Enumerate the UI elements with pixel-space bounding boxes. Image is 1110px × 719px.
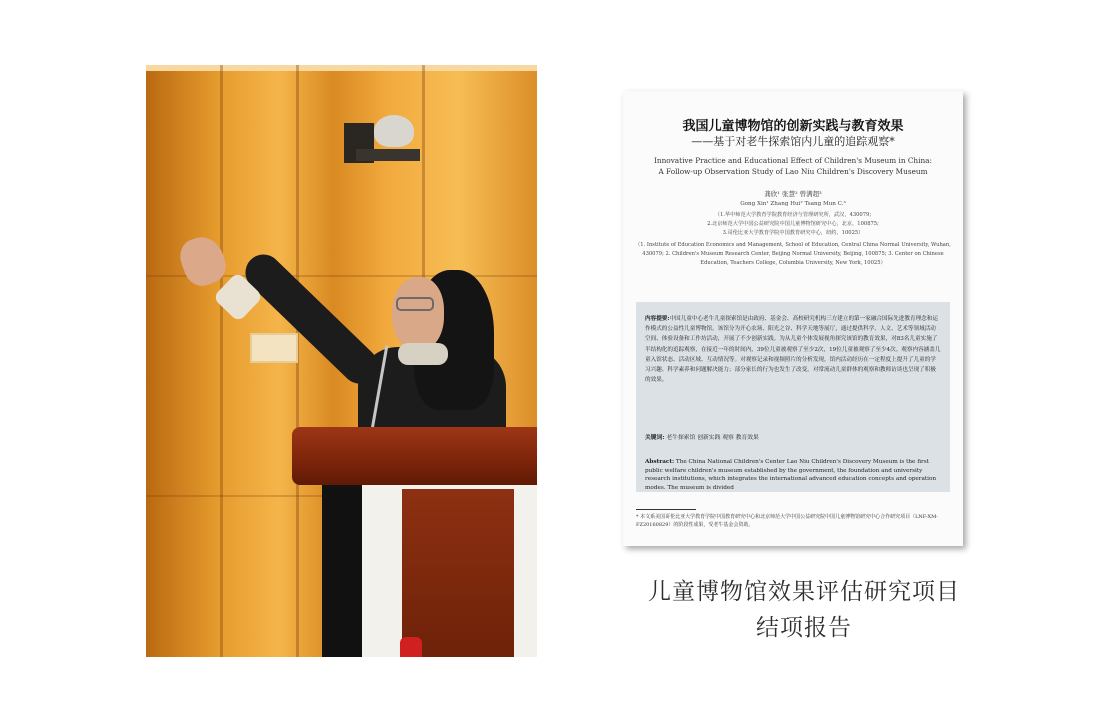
abstract-zh [645,314,941,385]
affiliation-zh-3: 3.哥伦比亚大学教育学院中国教育研究中心，纽约，10025） [722,230,864,236]
abstract-box [636,302,950,492]
presenter-glasses [396,297,434,311]
paper-title-en-line2: A Follow-up Observation Study of Lao Niu Children's Discovery Museum [658,167,928,176]
footnote-rule [636,509,696,510]
keywords-text: 老牛探索馆 创新实践 观察 教育效果 [666,435,759,441]
paper-title: 我国儿童博物馆的创新实践与教育效果 [682,119,904,134]
wall-panel-seam [220,65,223,657]
paper-subtitle: ——基于对老牛探索馆内儿童的追踪观察* [691,135,895,148]
camera [374,115,414,147]
paper-authors-en: Gong Xin¹ Zhang Hui² Tsang Mun C.³ [740,201,846,207]
wall-plate [250,333,298,363]
report-caption [623,574,985,646]
keywords [645,432,941,441]
paper-authors: 龚欣¹ 张慧² 曾满超³ [764,190,822,198]
paper-footnote: * 本文系美国哥伦比亚大学教育学院中国教育研究中心和北京师范大学中国公益研究院中国儿童博物馆研究中心合作研究项目（LNF-XM-FZ20160829）的阶段性成果，受老牛基金会资助。 [636,514,938,528]
affiliation-zh-1: （1.华中师范大学教育学院教育经济与管理研究所，武汉，430079; [714,212,872,218]
affiliation-en: （1. Institute of Education Economics and Management, School of Education, Central China Normal University, Wuhan, 430079; 2. Children's Museum Research Center, Beijing Normal University, Beijing, 100875; 3. Center on Chinese Education, Teachers College, Columbia University, New York, 10025） [635,242,951,266]
affiliation-zh-2: 2.北京师范大学中国公益研究院中国儿童博物馆研究中心，北京，100875; [707,221,879,227]
presenter-photo [146,65,537,657]
ceiling-strip [146,65,537,71]
podium-top [292,427,537,485]
presenter-collar [398,343,448,365]
podium-panel [402,489,514,657]
paper-page [623,91,963,546]
abstract-label-zh: 内容提要: [645,316,670,322]
abstract-label-en: Abstract: [645,459,675,465]
paper-title-en-line1: Innovative Practice and Educational Effect of Children's Museum in China: [654,156,932,165]
abstract-en [645,458,941,492]
paper-title-en [623,155,963,177]
caption-line-1: 儿童博物馆效果评估研究项目 [648,579,960,605]
caption-line-2: 结项报告 [756,615,852,641]
abstract-zh-text: 中国儿童中心老牛儿童探索馆是由政府、基金会、高校研究机构三方建立的第一家融合国际先进教育理念和运作模式的公益性儿童博物馆。该馆分为开心农场、阳光之谷、科学天地等展厅，通过提供科学、人文、艺术等领域活动空间、体验设备和工作坊活动，开展了不少创新实践。为从儿童个体发展视角探究该馆的教育效果，对83名儿童实施了半结构化的追踪观察，在接近一年的时间内，39位儿童被观察了至少2次，19位儿童被观察了至少4次。观察内容涵盖儿童入馆状态、活动区域、互动情况等。对观察记录和视频照片的分析发现，馆内活动经历在一定程度上提升了儿童的学习兴趣、科学素养和问题解决能力；部分家长的行为也发生了改变。对常流动儿童群体的观察和教师访谈也呈现了积极的效果。 [645,316,941,384]
paper-affiliations [629,211,957,268]
camera-base [356,149,420,161]
abstract-en-text: The China National Children's Center Lao Niu Children's Discovery Museum is the first public welfare children's museum established by the government, the foundation and university research institutions, which integrates the international advanced education concepts and operation modes. The museum is divided [645,459,937,491]
water-bottle [400,637,422,657]
keywords-label: 关键词: [645,435,665,441]
presenter-face [392,277,444,351]
